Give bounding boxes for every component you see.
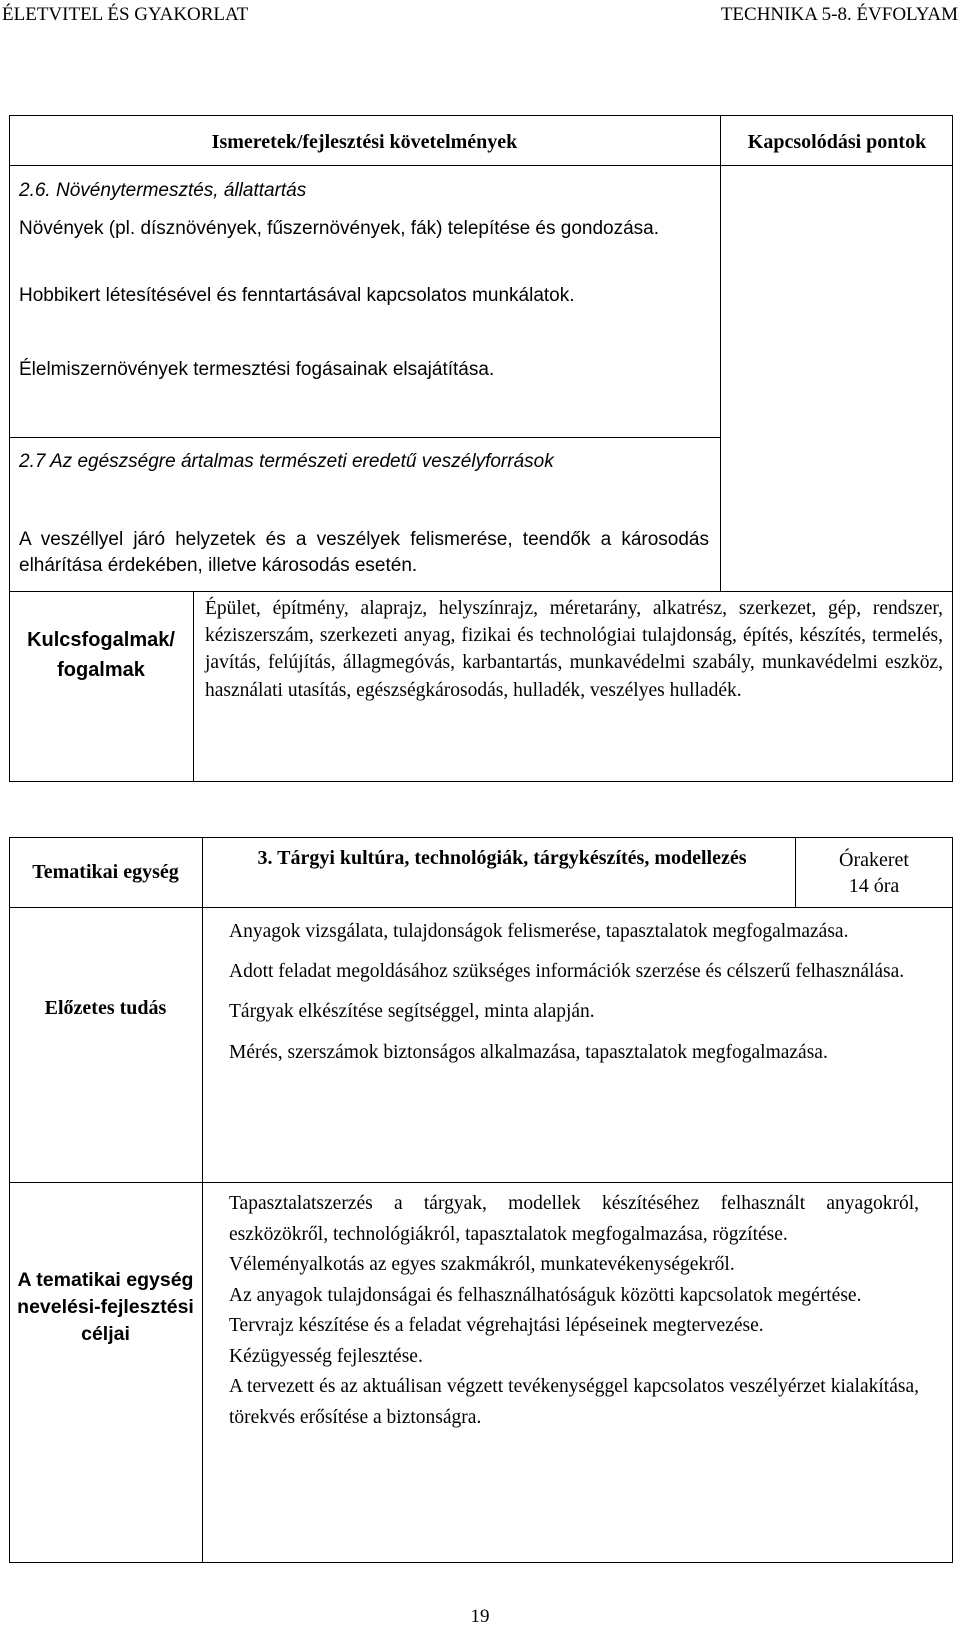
prior-knowledge-item: Anyagok vizsgálata, tulajdonságok felismerése, tapasztalatok megfogalmazása. [229,921,849,942]
table-border [9,781,953,782]
development-goals-label: A tematikai egység nevelési-fejlesztési céljai [17,1269,194,1345]
table-border [952,115,953,782]
table-border [720,115,721,592]
thematic-unit-title: 3. Tárgyi kultúra, technológiák, tárgykészítés, modellezés [257,847,747,869]
prior-knowledge-item: Adott feladat megoldásához szükséges információk szerzése és célszerű felhasználása. [229,961,905,983]
hours-value: 14 óra [848,875,900,897]
development-goal-item: Tapasztalatszerzés a tárgyak, modellek készítéséhez felhasznált anyagokról, eszközökről, technológiákról, tapasztalatok megfogalmazása, rögzítése. [229,1193,919,1245]
development-goal-item: Tervrajz készítése és a feladat végrehajtási lépéseinek megtervezése. [229,1315,764,1336]
hours-label: Órakeret [839,849,909,871]
key-concepts-label-line2: fogalmak [57,659,145,681]
key-concepts-text: Épület, építmény, alaprajz, helyszínrajz, méretarány, alkatrész, szerkezet, gép, rendszer, kéziszerszám, szerkezeti anyag, fizikai és technológiai tulajdonság, építés, készítés, termelés, javítás, felújítás, állagmegóvás, karbantartás, munkavédelmi szabály, munkavédelmi eszköz, használati utasítás, egészségkárosodás, hulladék, veszélyes hulladék. [205,598,943,701]
prior-knowledge-item: Mérés, szerszámok biztonságos alkalmazása, tapasztalatok megfogalmazása. [229,1041,828,1063]
prior-knowledge-list [229,917,919,1068]
table-border [9,837,953,838]
requirement-plants: Növények (pl. dísznövények, fűszernövények, fák) telepítése és gondozása. [19,218,660,239]
column-header-requirements: Ismeretek/fejlesztési követelmények [211,131,518,153]
prior-knowledge-label: Előzetes tudás [44,997,167,1019]
running-header-right: TECHNIKA 5-8. ÉVFOLYAM [720,4,958,25]
requirement-food-plants: Élelmiszernövények termesztési fogásainak elsajátítása. [19,359,495,380]
prior-knowledge-item: Tárgyak elkészítése segítséggel, minta alapján. [229,1001,595,1023]
thematic-unit-label: Tematikai egység [32,861,179,883]
page-number: 19 [470,1606,490,1627]
key-concepts-label-line1: Kulcsfogalmak/ [27,629,175,651]
hours-cell [796,847,952,899]
key-concepts-label [9,625,193,685]
table-border [193,591,194,782]
development-goals-list [229,1189,919,1433]
development-goal-item: Kézügyesség fejlesztése. [229,1345,423,1367]
table-border [9,165,953,166]
table-border [9,115,953,116]
table-border [952,837,953,1563]
requirement-hobby-garden: Hobbikert létesítésével és fenntartásával kapcsolatos munkálatok. [19,285,575,306]
section-title-2-6: 2.6. Növénytermesztés, állattartás [19,180,307,201]
table-border [9,1182,953,1183]
running-header-left: ÉLETVITEL ÉS GYAKORLAT [2,4,249,25]
development-goal-item: Az anyagok tulajdonságai és felhasználhatóságuk közötti kapcsolatok megértése. [229,1284,862,1306]
column-header-connections: Kapcsolódási pontok [747,131,927,153]
table-border [9,907,953,908]
requirement-hazards: A veszéllyel járó helyzetek és a veszélyek felismerése, teendők a károsodás elhárítása érdekében, illetve károsodás esetén. [19,529,709,576]
development-goal-item: Véleményalkotás az egyes szakmákról, munkatevékenységekről. [229,1254,735,1275]
section-title-2-7: 2.7 Az egészségre ártalmas természeti eredetű veszélyforrások [19,451,554,472]
thematic-unit-table [9,837,953,1563]
requirements-table [9,115,953,782]
table-border [9,1562,953,1563]
development-goal-item: A tervezett és az aktuálisan végzett tevékenységgel kapcsolatos veszélyérzet kialakítása, törekvés erősítése a biztonságra. [229,1376,919,1428]
table-border [9,591,953,592]
table-border [9,437,720,438]
table-border [9,837,10,1563]
table-border [202,837,203,1563]
